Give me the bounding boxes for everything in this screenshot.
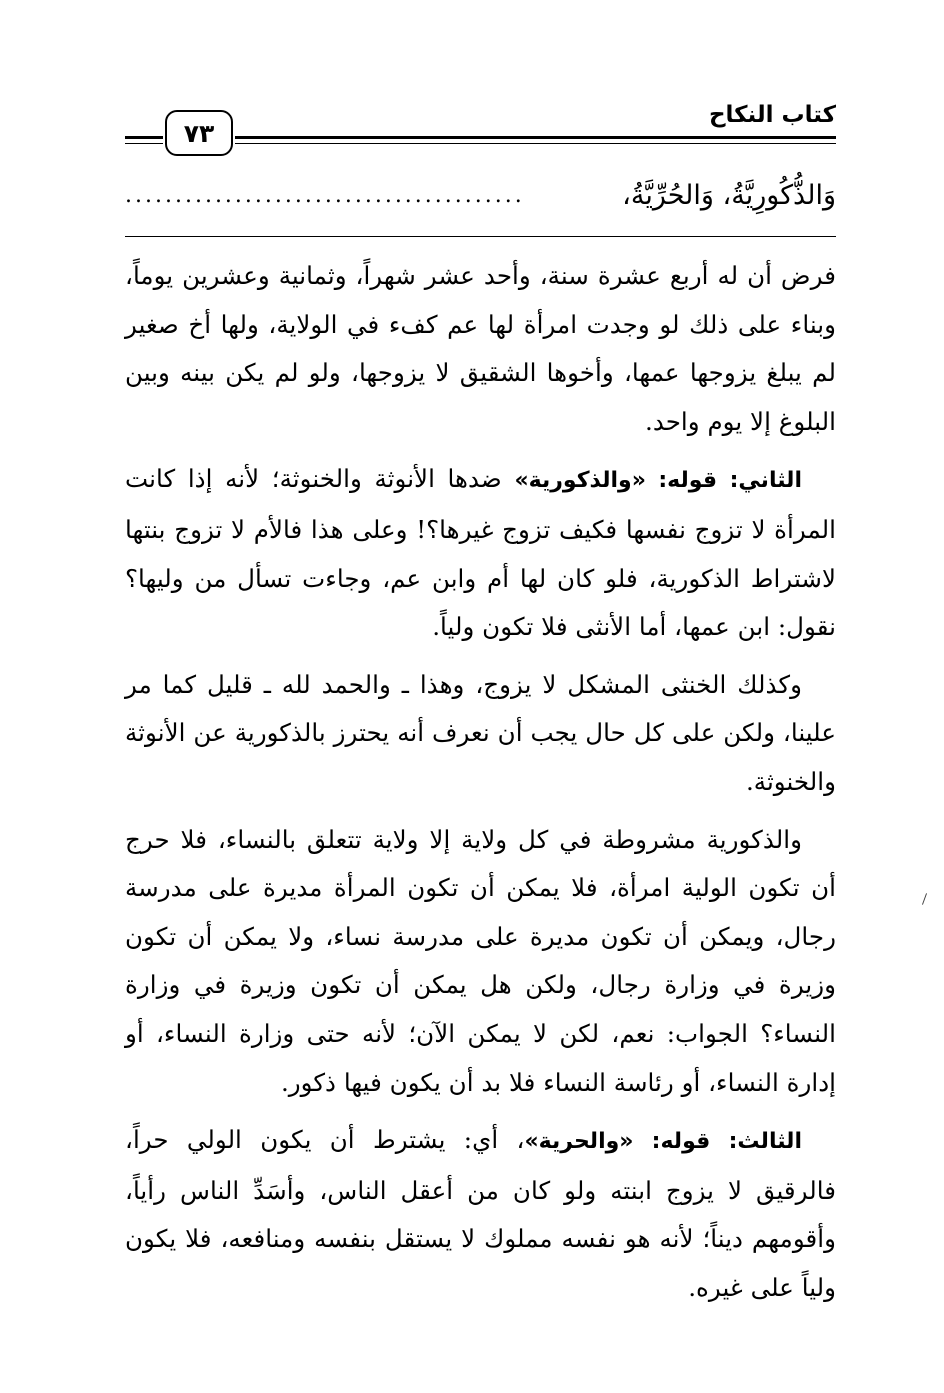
header-rule-left-thin	[125, 143, 163, 144]
paragraph-text: ضدها الأنوثة والخنوثة؛ لأنه إذا كانت المرأة لا تزوج نفسها فكيف تزوج غيرها؟! وعلى هذا فالأم لا تزوج بنتها لاشتراط الذكورية، فلو كان لها أم وابن عم، وجاءت تسأل من وليها؟ نقول: ابن عمها، أما الأنثى فلا تكون ولياً.	[125, 464, 836, 642]
commentary-body	[125, 252, 836, 1321]
header-rule-right-thick	[235, 136, 836, 139]
running-title: كتاب النكاح	[708, 102, 836, 128]
paragraph-3	[125, 661, 836, 807]
paragraph-5	[125, 1116, 836, 1312]
paragraph-text: فرض أن له أربع عشرة سنة، وأحد عشر شهراً، وثمانية وعشرين يوماً، وبناء على ذلك لو وجدت امرأة لها عم كفء في الولاية، ولها أخ صغير لم يبلغ يزوجها عمها، وأخوها الشقيق لا يزوجها، ولو لم يكن بينه وبين البلوغ إلا يوم واحد.	[125, 261, 836, 436]
paragraph-text: والذكورية مشروطة في كل ولاية إلا ولاية تتعلق بالنساء، فلا حرج أن تكون الولية امرأة، فلا يمكن أن تكون المرأة مديرة على مدرسة رجال، ويمكن أن تكون مديرة على مدرسة نساء، ولا يمكن أن تكون وزيرة في وزارة رجال، ولكن هل يمكن أن تكون وزيرة في وزارة النساء؟ الجواب: نعم، لكن لا يمكن الآن؛ لأنه حتى وزارة النساء، أو إدارة النساء، أو رئاسة النساء فلا بد أن يكون فيها ذكور.	[125, 824, 836, 1097]
qawl-quote: قوله: «والحرية»	[524, 1129, 711, 1155]
qawl-quote: قوله: «والذكورية»	[514, 468, 717, 494]
paragraph-lead: الثالث:	[728, 1129, 802, 1155]
matn-line	[125, 170, 836, 220]
header-rule-right-thin	[235, 143, 836, 144]
page-header	[125, 100, 836, 160]
paragraph-2	[125, 455, 836, 651]
paragraph-text: ، أي: يشترط أن يكون الولي حراً، فالرقيق لا يزوج ابنته ولو كان من أعقل الناس، وأسَدِّ الناس رأياً، وأقومهم ديناً؛ لأنه هو نفسه مملوك لا يستقل بنفسه ومنافعه، فلا يكون ولياً على غيره.	[125, 1125, 836, 1302]
matn-dots: ........................................	[125, 182, 525, 208]
paragraph-text: وكذلك الخنثى المشكل لا يزوج، وهذا ـ والحمد لله ـ قليل كما مر علينا، ولكن على كل حال يجب أن نعرف أنه يحترز بالذكورية عن الأنوثة والخنوثة.	[125, 669, 836, 796]
matn-separator	[125, 236, 836, 237]
paragraph-lead: الثاني:	[729, 468, 802, 494]
matn-text: وَالذُّكُورِيَّةُ، وَالحُرِّيَّةُ،	[622, 179, 836, 211]
paragraph-1	[125, 252, 836, 446]
scan-mark	[922, 893, 927, 905]
header-rule-left-thick	[125, 136, 163, 139]
paragraph-4	[125, 816, 836, 1108]
page-number: ٧٣	[165, 110, 233, 156]
